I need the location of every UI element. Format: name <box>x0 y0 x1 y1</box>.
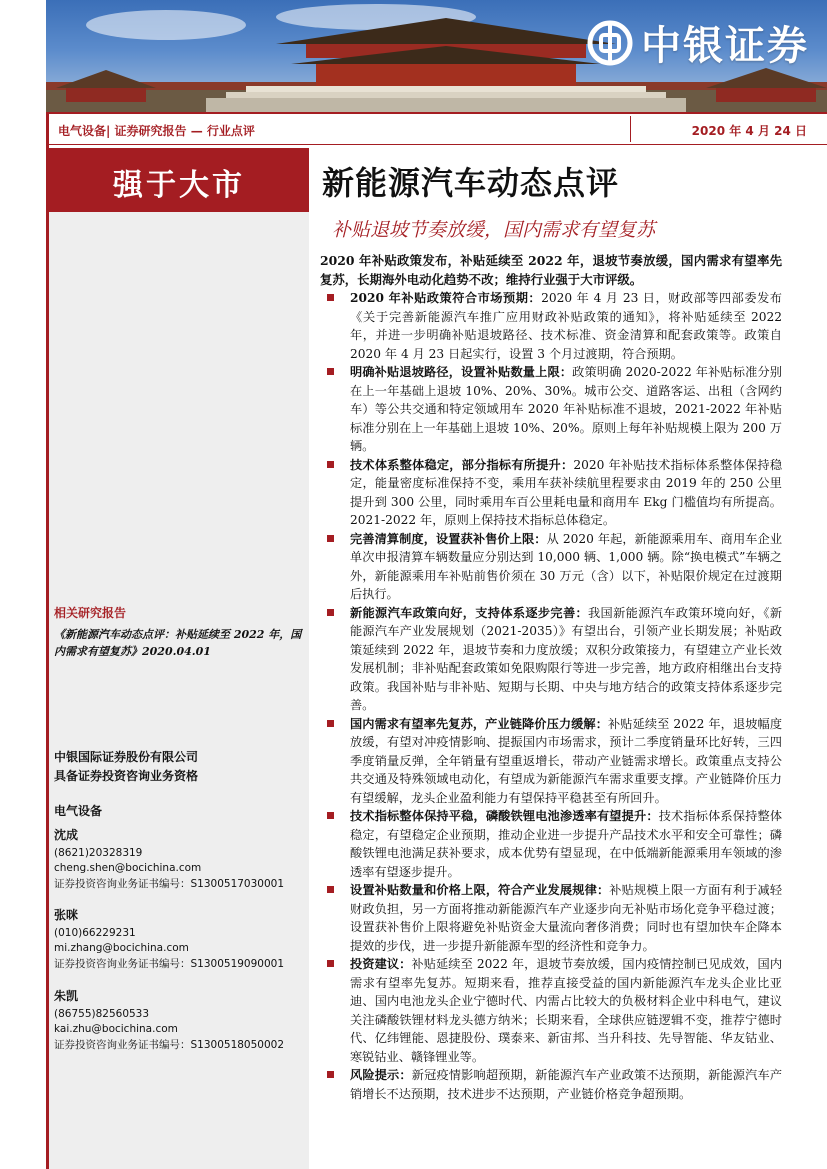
bullet-square-icon <box>327 535 334 542</box>
analyst-email[interactable]: mi.zhang@bocichina.com <box>54 942 189 954</box>
analyst-phone: (010)66229231 <box>54 926 136 939</box>
analyst-card <box>54 908 309 972</box>
bullet-text: 2020 年 4 月 23 日，财政部等四部委发布《关于完善新能源汽车推广应用财政补贴政策的通知》，将补贴延续至 2022 年，并进一步明确补贴退坡路径、技术标准、资金清算和配套政策等。政策自 2020 年 4 月 23 日起实行，设置 3 个月过渡期，符合预期。 <box>350 291 782 361</box>
report-date: 2020 年 4 月 24 日 <box>691 124 807 138</box>
bullet-item <box>320 1066 782 1103</box>
header-bottom-rule <box>46 144 827 145</box>
bullet-lead: 完善清算制度，设置获补售价上限： <box>350 531 547 546</box>
bullet-item <box>320 715 782 808</box>
boc-logo-icon <box>587 20 633 66</box>
analyst-email[interactable]: kai.zhu@bocichina.com <box>54 1023 178 1035</box>
bullet-lead: 2020 年补贴政策符合市场预期： <box>350 291 542 305</box>
bullet-text: 技术指标体系保持整体稳定，有望稳定企业预期，推动企业进一步提升产品技术水平和安全可靠性；磷酸铁锂电池满足获补要求，成本优势有望显现，在中低端新能源乘用车领域的渗透率有望逐步提升。 <box>350 809 783 879</box>
bullet-lead: 设置补贴数量和价格上限，符合产业发展规律： <box>350 883 610 897</box>
org-qualification: 具备证券投资咨询业务资格 <box>54 769 199 783</box>
bullet-item <box>320 955 782 1066</box>
analyst-phone: (86755)82560533 <box>54 1007 150 1020</box>
header-separator <box>630 116 631 142</box>
bullet-lead: 风险提示： <box>350 1068 412 1082</box>
bullet-square-icon <box>327 368 334 375</box>
bullet-square-icon <box>327 886 334 893</box>
page-subtitle: 补贴退坡节奏放缓，国内需求有望复苏 <box>332 219 656 241</box>
analyst-cert: 证券投资咨询业务证书编号：S1300517030001 <box>54 877 285 890</box>
analyst-name: 沈成 <box>54 828 79 842</box>
bullet-text: 从 2020 年起，新能源乘用车、商用车企业单次申报清算车辆数量应分别达到 10,000 辆、1,000 辆。除“换电模式”车辆之外，新能源乘用车补贴前售价须在 30 万元（含）以下，补贴限价规定在过渡期后执行。 <box>350 531 783 601</box>
bullet-item <box>320 289 782 363</box>
bullet-square-icon <box>327 960 334 967</box>
analyst-phone: (8621)20328319 <box>54 846 143 859</box>
sector-label: 电气设备 <box>54 804 103 818</box>
summary-paragraph: 2020 年补贴政策发布，补贴延续至 2022 年，退坡节奏放缓，国内需求有望率先复苏，长期海外电动化趋势不改；维持行业强于大市评级。 <box>320 253 782 287</box>
bullet-square-icon <box>327 720 334 727</box>
header-banner <box>46 0 827 112</box>
analyst-name: 朱凯 <box>54 989 79 1003</box>
bullet-text: 补贴延续至 2022 年，退坡幅度放缓，有望对冲疫情影响、提振国内市场需求，预计二季度销量环比好转，三四季度销量反弹，全年销量有望重返增长，带动产业链需求增长。政策重点支持公共交通及特殊领域电动化，有望成为新能源汽车需求重要支撑。产业链降价压力有望缓解，龙头企业盈利能力有望保持平稳甚至有所回升。 <box>350 716 783 805</box>
analyst-name: 张咪 <box>54 908 79 922</box>
bullet-square-icon <box>327 461 334 468</box>
bullet-item <box>320 881 782 955</box>
bullet-lead: 投资建议： <box>350 957 412 971</box>
report-category: 电气设备| 证券研究报告 — 行业点评 <box>58 124 255 138</box>
bullet-lead: 技术指标整体保持平稳，磷酸铁锂电池渗透率有望提升： <box>350 809 659 823</box>
analyst-email[interactable]: cheng.shen@bocichina.com <box>54 862 202 874</box>
related-reports-title: 相关研究报告 <box>54 606 127 620</box>
bullet-item <box>320 363 782 456</box>
page-title: 新能源汽车动态点评 <box>322 164 620 202</box>
brand-name: 中银证券 <box>641 23 809 69</box>
bullet-item <box>320 604 782 715</box>
bullet-square-icon <box>327 294 334 301</box>
bullet-text: 2020 年补贴技术指标体系整体保持稳定，能量密度标准保持不变，乘用车获补续航里程要求由 2019 年的 250 公里提升到 300 公里，同时乘用车百公里耗电量和商用车 Ekg 门槛值均有所提高。2021-2022 年，原则上保持技术指标总体稳定。 <box>350 457 783 527</box>
bullet-item <box>320 530 782 604</box>
bullet-text: 我国新能源汽车政策环境向好，《新能源汽车产业发展规划（2021-2035）》有望出台，引领产业长期发展；补贴政策延续到 2022 年，退坡节奏和力度放缓；双积分政策接力，有望建立产业长效发展机制；非补贴配套政策如免限购限行等进一步完善，地方政府相继出台支持政策。我国补贴与非补贴、短期与长期、中央与地方结合的政策支持体系逐步完善。 <box>350 605 783 712</box>
bullet-lead: 新能源汽车政策向好，支持体系逐步完善： <box>350 605 589 620</box>
rating-label: 强于大市 <box>113 168 245 203</box>
analyst-cert: 证券投资咨询业务证书编号：S1300518050002 <box>54 1038 285 1051</box>
bullet-square-icon <box>327 812 334 819</box>
bullet-lead: 国内需求有望率先复苏，产业链降价压力缓解： <box>350 716 608 731</box>
bullet-square-icon <box>327 1071 334 1078</box>
bullet-item <box>320 807 782 881</box>
bullet-item <box>320 456 782 530</box>
related-report-link[interactable]: 《新能源汽车动态点评：补贴延续至 2022 年，国内需求有望复苏》2020.04.01 <box>54 628 302 658</box>
bullet-text: 补贴规模上限一方面有利于减轻财政负担，另一方面将推动新能源汽车产业逐步向无补贴市场化竞争平稳过渡；设置获补售价上限将避免补贴资金大量流向奢侈消费；同时也有望加快车企降本提效的步伐，进一步提升新能源车型的经济性和竞争力。 <box>350 883 783 953</box>
rating-box <box>49 148 309 212</box>
bullet-text: 政策明确 2020-2022 年补贴标准分别在上一年基础上退坡 10%、20%、30%。城市公交、道路客运、出租（含网约车）等公共交通和特定领域用车 2020 年补贴标准不退坡，2021-2022 年补贴标准分别在上一年基础上退坡 10%、20%。原则上每年补贴规模上限为 200 万辆。 <box>350 365 782 453</box>
bullet-square-icon <box>327 609 334 616</box>
analyst-card <box>54 989 309 1053</box>
bullet-text: 补贴延续至 2022 年，退坡节奏放缓，国内疫情控制已见成效，国内需求有望率先复苏。短期来看，推荐直接受益的国内新能源汽车龙头企业比亚迪、国内电池龙头企业宁德时代、内需占比较大的负极材料企业中科电气，建议关注磷酸铁锂材料龙头德方纳米；长期来看，全球供应链逻辑不变，推荐宁德时代、亿纬锂能、恩捷股份、璞泰来、新宙邦、当升科技、先导智能、华友钴业、寒锐钴业、赣锋锂业等。 <box>350 957 783 1064</box>
header-rule <box>46 112 827 114</box>
analyst-card <box>54 828 309 892</box>
bullet-text: 新冠疫情影响超预期，新能源汽车产业政策不达预期，新能源汽车产销增长不达预期，技术进步不达预期，产业链价格竞争超预期。 <box>350 1068 783 1101</box>
analyst-cert: 证券投资咨询业务证书编号：S1300519090001 <box>54 957 285 970</box>
bullet-list <box>320 289 782 1103</box>
brand-logo <box>587 14 809 71</box>
bullet-lead: 技术体系整体稳定，部分指标有所提升： <box>350 457 574 472</box>
org-name: 中银国际证券股份有限公司 <box>54 750 199 764</box>
bullet-lead: 明确补贴退坡路径，设置补贴数量上限： <box>350 365 573 379</box>
organization-info <box>54 748 304 786</box>
